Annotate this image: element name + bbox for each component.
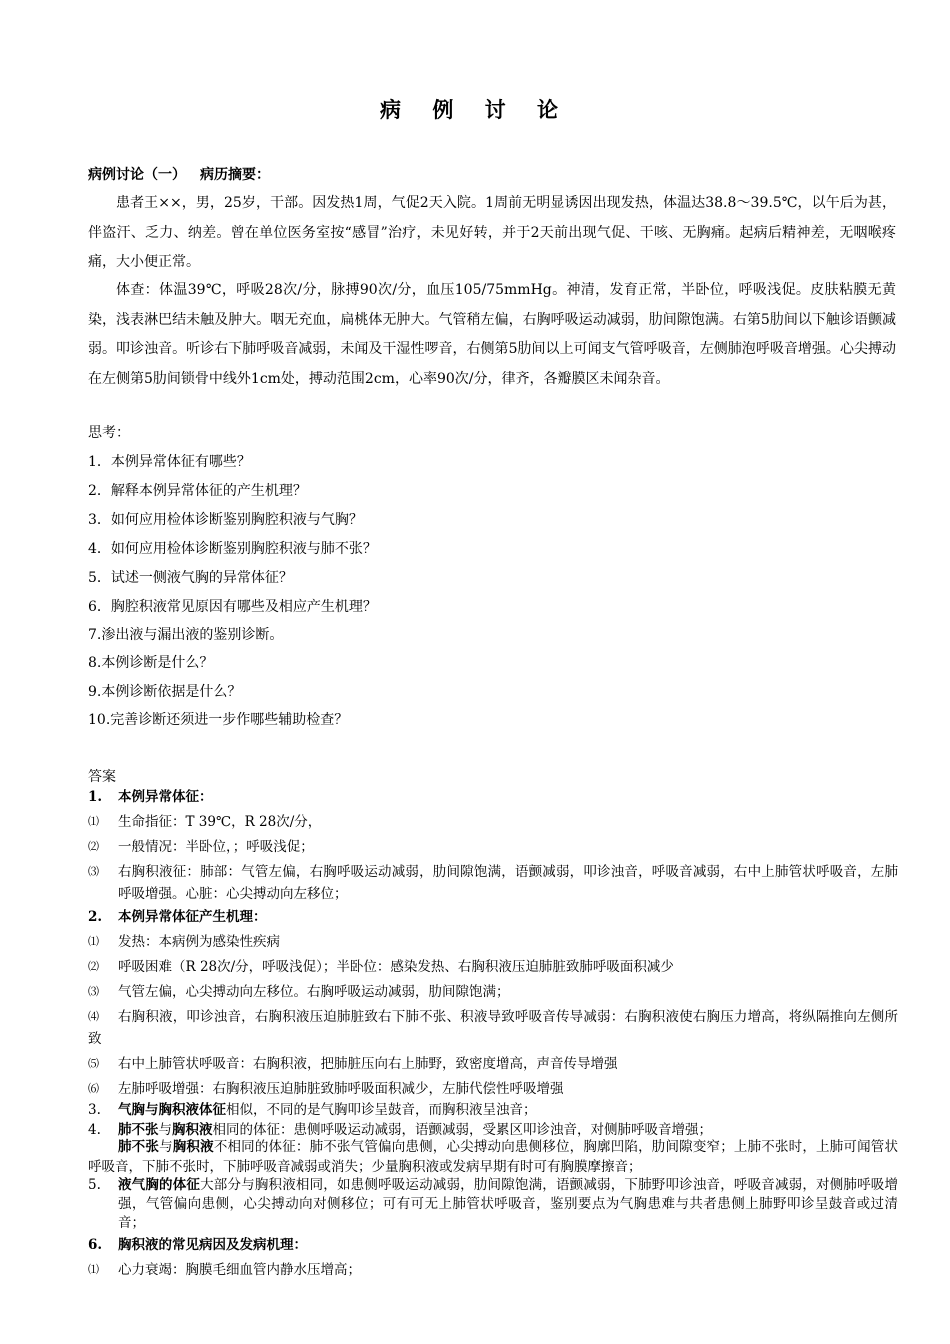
question-item: 7.渗出液与漏出液的鉴别诊断。	[88, 627, 284, 643]
item-number: ⑹	[88, 1082, 99, 1095]
answer-text: 相似，不同的是气胸叩诊呈鼓音，而胸积液呈浊音；	[226, 1102, 537, 1118]
item-text: 生命指征：T 39℃，R 28次/分，	[118, 814, 322, 830]
answer-title: 本例异常体征产生机理：	[118, 909, 267, 925]
item-text: 发热：本病例为感染性疾病	[118, 934, 280, 950]
answer-text: 相同的体征：患侧呼吸运动减弱，语颤减弱，受累区叩诊浊音，对侧肺呼吸音增强；	[212, 1122, 712, 1138]
think-label: 思考：	[88, 425, 130, 441]
item-text: 右胸积液，叩诊浊音，右胸积液压迫肺脏致右下肺不张、积液导致呼吸音传导减弱：右胸积液使右胸压力增高，将纵隔推向左侧所致	[88, 1009, 898, 1047]
item-number: ⑶	[88, 865, 99, 878]
item-number: ⑴	[88, 935, 99, 948]
item-text: 右胸积液征：肺部：气管左偏，右胸呼吸运动减弱，肋间隙饱满，语颤减弱，叩诊浊音，呼吸音减弱，右中上肺管状呼吸音，左肺呼吸增强。心脏：心尖搏动向左移位；	[118, 864, 898, 902]
question-item: 10.完善诊断还须进一步作哪些辅助检查？	[88, 712, 349, 728]
item-number: ⑴	[88, 815, 99, 828]
answer-title: 胸积液的常见病因及发病机理：	[118, 1237, 307, 1253]
answer-number: 1.	[88, 789, 103, 805]
page-title: 病 例 讨 论	[380, 98, 570, 122]
answer-number: 3.	[88, 1102, 101, 1118]
item-number: ⑵	[88, 960, 99, 973]
answer-bold-term: 肺不张	[118, 1122, 159, 1138]
item-text: 呼吸困难（R 28次/分，呼吸浅促）；半卧位：感染发热、右胸积液压迫肺脏致肺呼吸面积减少	[118, 959, 674, 975]
answer-number: 5.	[88, 1177, 101, 1193]
item-number: ⑵	[88, 840, 99, 853]
answer-bold-term: 液气胸的体征	[118, 1177, 201, 1193]
answer-number: 6.	[88, 1237, 103, 1253]
exam-paragraph: 体查：体温39℃，呼吸28次/分，脉搏90次/分，血压105/75mmHg。神清，发育正常，半卧位，呼吸浅促。皮肤粘膜无黄染，浅表淋巴结未触及肿大。咽无充血，扁桃体无肿大。气管稍左偏，右胸呼吸运动减弱，肋间隙饱满。右第5肋间以下触诊语颤减弱。叩诊浊音。听诊右下肺呼吸音减弱，未闻及干湿性啰音，右侧第5肋间以上可闻支气管呼吸音，左侧肺泡呼吸音增强。心尖搏动在左侧第5肋间锁骨中线外1cm处，搏动范围2cm，心率90次/分，律齐，各瓣膜区未闻杂音。	[88, 282, 896, 387]
answer-number: 2.	[88, 909, 103, 925]
question-item: 3．如何应用检体诊断鉴别胸腔积液与气胸？	[88, 512, 363, 528]
case-heading-sub: 病历摘要：	[200, 167, 270, 183]
question-item: 8.本例诊断是什么？	[88, 655, 214, 671]
answer-title: 本例异常体征：	[118, 789, 213, 805]
question-item: 1．本例异常体征有哪些？	[88, 454, 251, 470]
answer-text: 与	[158, 1122, 172, 1138]
question-item: 4．如何应用检体诊断鉴别胸腔积液与肺不张？	[88, 541, 377, 557]
answer-label: 答案	[88, 769, 116, 785]
question-item: 6．胸腔积液常见原因有哪些及相应产生机理？	[88, 599, 377, 615]
history-paragraph: 患者王××，男，25岁，干部。因发热1周，气促2天入院。1周前无明显诱因出现发热，体温达38.8～39.5℃，以午后为甚，伴盗汗、乏力、纳差。曾在单位医务室按“感冒”治疗，未见好转，并于2天前出现气促、干咳、无胸痛。起病后精神差，无咽喉疼痛，大小便正常。	[88, 195, 896, 270]
case-heading-title: 病例讨论（一）	[88, 167, 186, 183]
item-number: ⑷	[88, 1010, 99, 1023]
item-text: 气管左偏，心尖搏动向左移位。右胸呼吸运动减弱，肋间隙饱满；	[118, 984, 510, 1000]
answer-text: 大部分与胸积液相同，如患侧呼吸运动减弱，肋间隙饱满，语颤减弱，下肺野叩诊浊音，呼吸音减弱，对侧肺呼吸增强，气管偏向患侧，心尖搏动向对侧移位；可有可无上肺管状呼吸音，鉴别要点为气胸患难与共者患侧上肺野叩诊呈鼓音或过清音；	[118, 1177, 898, 1231]
item-text: 左肺呼吸增强：右胸积液压迫肺脏致肺呼吸面积减少，左肺代偿性呼吸增强	[118, 1081, 564, 1097]
case-heading	[88, 164, 896, 184]
answer-bold-term: 胸积液	[172, 1122, 213, 1138]
item-number: ⑸	[88, 1057, 99, 1070]
answer-bold-term: 胸积液	[172, 1139, 214, 1155]
answer-text: 与	[159, 1139, 173, 1155]
answer-text: 不相同的体征：肺不张气管偏向患侧，心尖搏动向患侧移位，胸廓凹陷，肋间隙变窄；上肺不张时，上肺可闻管状呼吸音，下肺不张时，下肺呼吸音减弱或消失；少量胸积液或发病早期有时可有胸膜摩擦音；	[88, 1139, 898, 1175]
question-item: 2．解释本例异常体征的产生机理？	[88, 483, 307, 499]
answer-number: 4.	[88, 1122, 101, 1138]
answer-bold-term: 肺不张	[118, 1139, 160, 1155]
question-item: 5．试述一侧液气胸的异常体征？	[88, 570, 293, 586]
item-text: 右中上肺管状呼吸音：右胸积液，把肺脏压向右上肺野，致密度增高，声音传导增强	[118, 1056, 618, 1072]
item-number: ⑴	[88, 1263, 99, 1276]
item-number: ⑶	[88, 985, 99, 998]
item-text: 心力衰竭：胸膜毛细血管内静水压增高；	[118, 1262, 361, 1278]
item-text: 一般情况：半卧位，；呼吸浅促；	[118, 839, 314, 855]
answer-bold-term: 气胸与胸积液体征	[118, 1102, 226, 1118]
question-item: 9.本例诊断依据是什么？	[88, 684, 242, 700]
